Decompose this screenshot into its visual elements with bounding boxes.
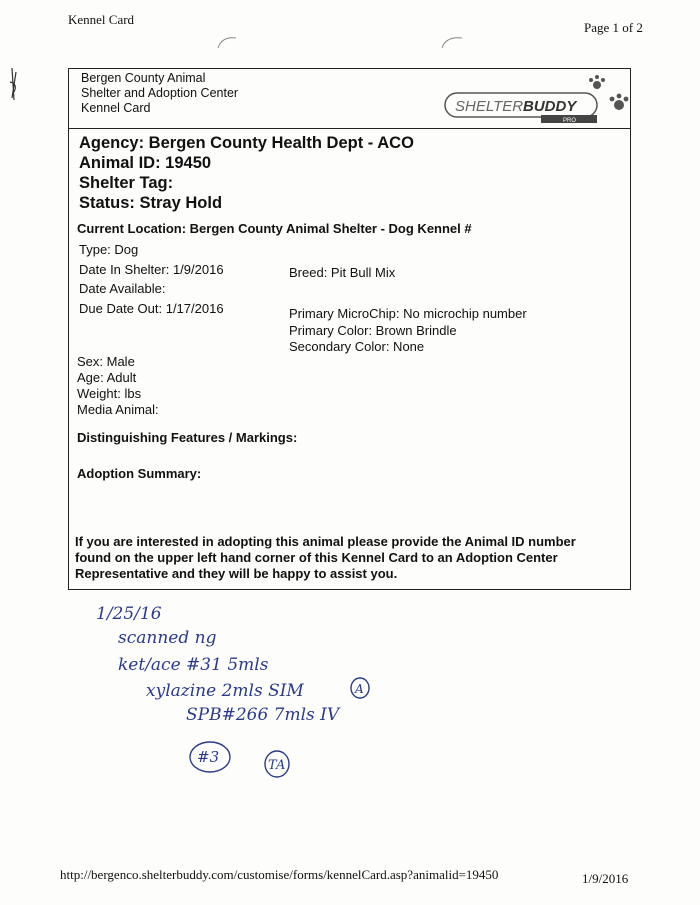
date-available: Date Available: [79,281,166,296]
agency: Agency: Bergen County Health Dept - ACO [79,134,414,152]
hw-circle-text-2: TA [268,758,286,773]
primary-color: Primary Color: Brown Brindle [289,323,457,338]
hw-xylazine: xylazine 2mls SIM [146,681,304,701]
org-line-1: Bergen County Animal [81,71,206,85]
hw-scanned: scanned ng [118,628,217,648]
hw-spb: SPB#266 7mls IV [186,705,340,725]
date-in-shelter: Date In Shelter: 1/9/2016 [79,262,224,277]
page-number: Page 1 of 2 [584,20,643,35]
animal-type: Type: Dog [79,242,139,257]
animal-id: Animal ID: 19450 [79,154,212,172]
page-date: 1/9/2016 [582,871,629,886]
age: Age: Adult [77,370,137,385]
microchip: Primary MicroChip: No microchip number [289,306,527,321]
secondary-color: Secondary Color: None [289,339,425,354]
due-date-out: Due Date Out: 1/17/2016 [79,301,224,316]
hw-ket-ace: ket/ace #31 5mls [118,655,269,675]
logo-text-pro: PRO [563,118,577,124]
org-line-3: Kennel Card [81,101,151,115]
page-url: http://bergenco.shelterbuddy.com/customise/forms/kennelCard.asp?animalid=19450 [60,867,499,882]
header-title: Kennel Card [68,12,135,27]
breed: Breed: Pit Bull Mix [289,265,396,280]
weight: Weight: lbs [77,386,142,401]
hw-circle-text-1: #3 [197,748,220,766]
hw-circle-text-3: A [355,682,364,696]
sex: Sex: Male [77,354,135,369]
org-line-2: Shelter and Adoption Center [81,86,239,100]
adoption-note: If you are interested in adopting this animal please provide the Animal ID number found on the upper left hand corner of this Kennel Card to an Adoption Center Representative and they will be happy to assist you. [75,534,576,581]
logo-text-buddy: BUDDY [523,98,577,115]
distinguishing-features: Distinguishing Features / Markings: [77,430,298,445]
logo-text-shelter: SHELTER [455,98,524,115]
current-location: Current Location: Bergen County Animal Shelter - Dog Kennel # [77,221,472,236]
shelter-tag: Shelter Tag: [79,174,174,192]
adoption-summary: Adoption Summary: [77,466,202,481]
hw-date: 1/25/16 [96,604,162,624]
status: Status: Stray Hold [79,194,223,212]
media-animal: Media Animal: [77,402,159,417]
